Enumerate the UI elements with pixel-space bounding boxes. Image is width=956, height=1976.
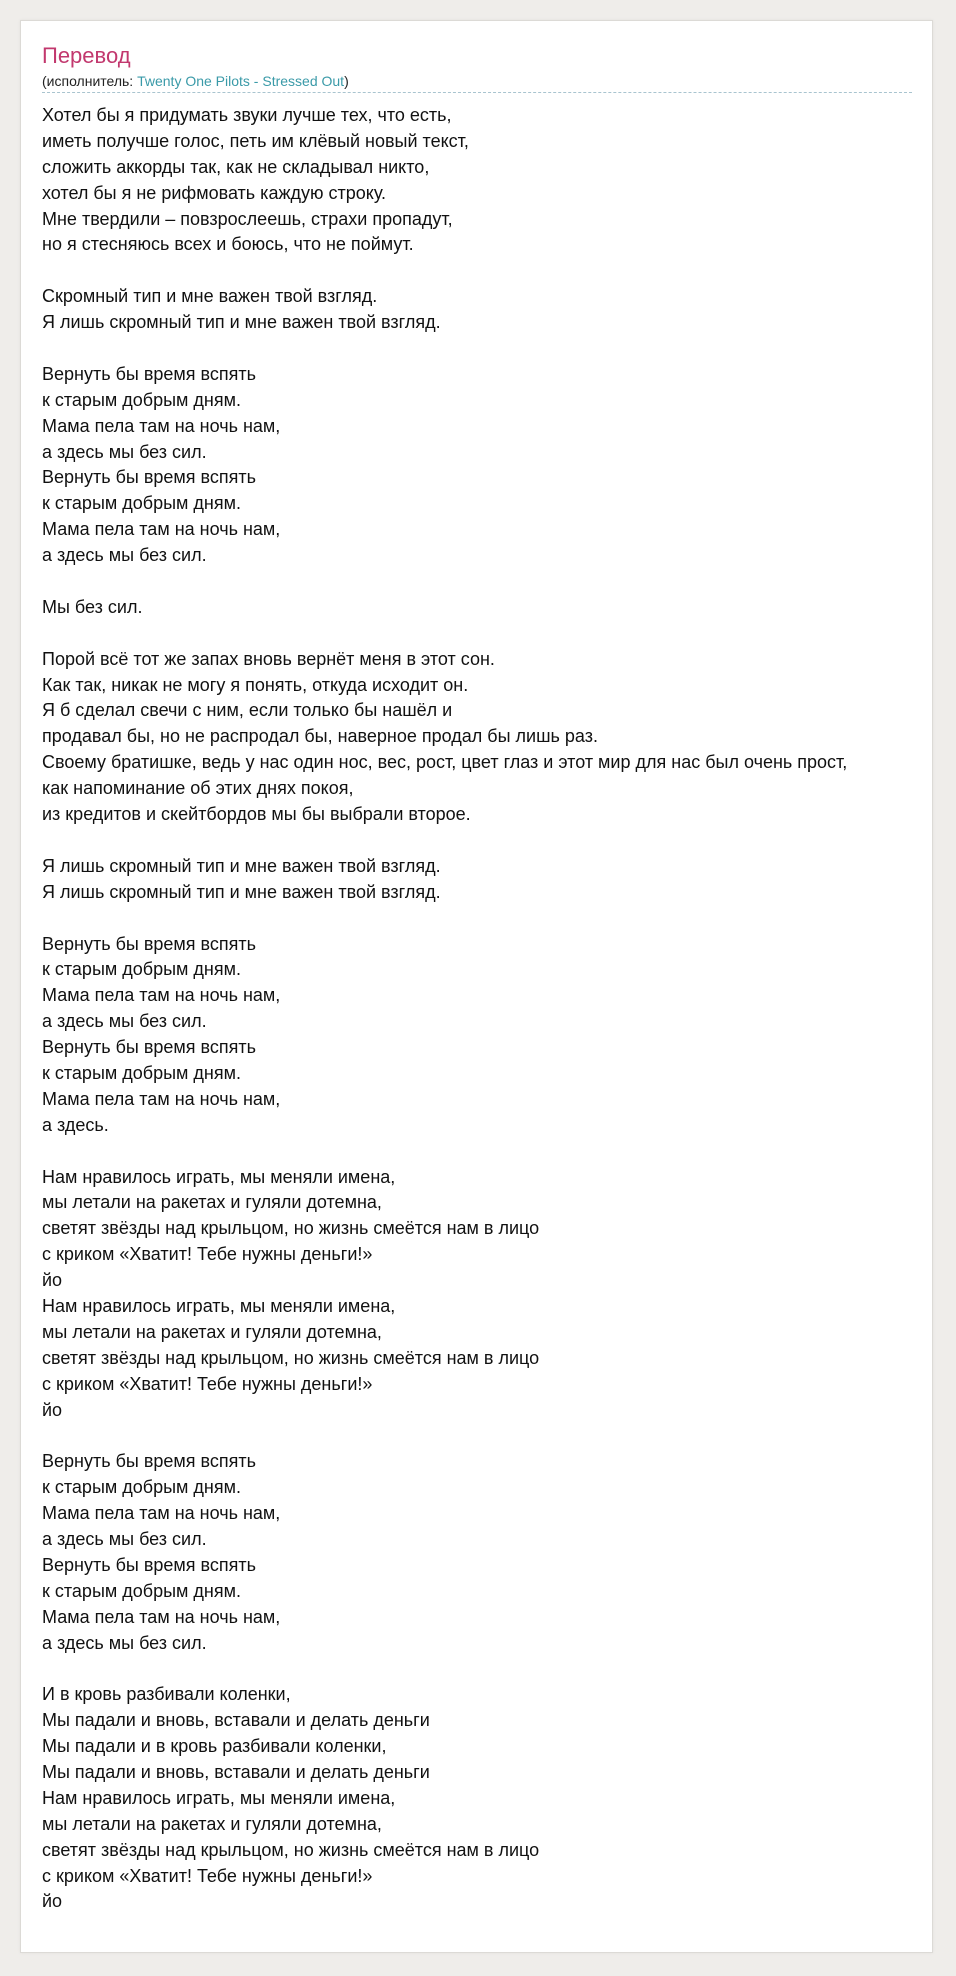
meta-prefix: (исполнитель:: [42, 73, 138, 89]
lyric-line: иметь получше голос, петь им клёвый новый текст,: [42, 130, 469, 151]
lyric-line: И в кровь разбивали коленки,: [42, 1684, 291, 1705]
lyric-line: Я лишь скромный тип и мне важен твой взгляд.: [42, 312, 441, 333]
lyric-line: Мама пела там на ночь нам,: [42, 519, 281, 540]
lyric-line: Хотел бы я придумать звуки лучше тех, что есть,: [42, 105, 452, 125]
stanza-gap: [42, 621, 956, 647]
lyric-line: йо: [42, 1891, 63, 1912]
stanza-gap: [42, 1139, 956, 1165]
lyric-line: Мы падали и в кровь разбивали коленки,: [42, 1736, 387, 1757]
lyric-line: Мама пела там на ночь нам,: [42, 1503, 281, 1524]
lyric-line: сложить аккорды так, как не складывал никто,: [42, 156, 430, 177]
lyric-line: Мы без сил.: [42, 596, 143, 617]
lyric-line: светят звёзды над крыльцом, но жизнь смеётся нам в лицо: [42, 1218, 540, 1239]
lyric-line: Мне твердили – повзрослеешь, страхи пропадут,: [42, 208, 453, 229]
lyric-line: Мама пела там на ночь нам,: [42, 1088, 281, 1109]
artist-song-link[interactable]: Twenty One Pilots - Stressed Out: [137, 73, 345, 89]
lyric-line: Вернуть бы время вспять: [42, 933, 257, 954]
lyric-line: как напоминание об этих днях покоя,: [42, 778, 354, 799]
lyric-line: мы летали на ракетах и гуляли дотемна,: [42, 1321, 382, 1342]
stanza-gap: [42, 828, 956, 854]
lyric-line: а здесь.: [42, 1114, 109, 1135]
lyric-line: продавал бы, но не распродал бы, наверное продал бы лишь раз.: [42, 726, 598, 747]
lyric-line: Вернуть бы время вспять: [42, 467, 257, 488]
lyric-line: Мама пела там на ночь нам,: [42, 1606, 281, 1627]
meta-suffix: ): [344, 73, 349, 89]
lyric-line: Вернуть бы время вспять: [42, 1451, 257, 1472]
stanza-gap: [42, 906, 956, 932]
stanza-gap: [42, 258, 956, 284]
lyric-line: Скромный тип и мне важен твой взгляд.: [42, 286, 378, 307]
lyric-line: а здесь мы без сил.: [42, 441, 207, 462]
lyric-line: а здесь мы без сил.: [42, 1632, 207, 1653]
lyric-line: а здесь мы без сил.: [42, 1528, 207, 1549]
lyric-line: Я лишь скромный тип и мне важен твой взгляд.: [42, 881, 441, 902]
lyric-line: мы летали на ракетах и гуляли дотемна,: [42, 1813, 382, 1834]
lyric-line: к старым добрым дням.: [42, 389, 241, 410]
lyric-line: Вернуть бы время вспять: [42, 1554, 257, 1575]
lyric-line: Мы падали и вновь, вставали и делать деньги: [42, 1762, 430, 1782]
lyric-line: из кредитов и скейтбордов мы бы выбрали второе.: [42, 804, 471, 825]
lyric-line: Своему братишке, ведь у нас один нос, вес, рост, цвет глаз и этот мир для нас был очень прост,: [42, 752, 848, 773]
lyric-line: к старым добрым дням.: [42, 1062, 241, 1083]
stanza-gap: [42, 1656, 956, 1682]
lyric-line: Я лишь скромный тип и мне важен твой взгляд.: [42, 855, 441, 876]
lyric-line: мы летали на ракетах и гуляли дотемна,: [42, 1192, 382, 1213]
lyrics-card: [20, 20, 933, 1953]
lyrics-body: [42, 103, 956, 1915]
stanza-gap: [42, 336, 956, 362]
artist-meta: [42, 73, 349, 89]
lyric-line: светят звёзды над крыльцом, но жизнь смеётся нам в лицо: [42, 1347, 540, 1368]
translation-header: [42, 43, 912, 93]
lyric-line: к старым добрым дням.: [42, 493, 241, 514]
lyric-line: Порой всё тот же запах вновь вернёт меня в этот сон.: [42, 648, 495, 669]
lyric-line: Мама пела там на ночь нам,: [42, 985, 281, 1006]
lyric-line: йо: [42, 1270, 63, 1291]
page-title: Перевод: [42, 43, 131, 68]
lyric-line: Нам нравилось играть, мы меняли имена,: [42, 1787, 396, 1808]
lyric-line: к старым добрым дням.: [42, 959, 241, 980]
lyric-line: к старым добрым дням.: [42, 1580, 241, 1601]
lyric-line: Я б сделал свечи с ним, если только бы нашёл и: [42, 700, 453, 721]
lyric-line: а здесь мы без сил.: [42, 545, 207, 566]
lyric-line: но я стесняюсь всех и боюсь, что не поймут.: [42, 234, 414, 255]
lyric-line: с криком «Хватит! Тебе нужны деньги!»: [42, 1244, 373, 1265]
lyric-line: с криком «Хватит! Тебе нужны деньги!»: [42, 1865, 373, 1886]
lyric-line: Мама пела там на ночь нам,: [42, 415, 281, 436]
lyric-line: Нам нравилось играть, мы меняли имена,: [42, 1166, 396, 1187]
lyric-line: к старым добрым дням.: [42, 1477, 241, 1498]
stanza-gap: [42, 1423, 956, 1449]
stanza-gap: [42, 569, 956, 595]
lyric-line: хотел бы я не рифмовать каждую строку.: [42, 182, 387, 203]
lyric-line: Нам нравилось играть, мы меняли имена,: [42, 1295, 396, 1316]
lyric-line: Вернуть бы время вспять: [42, 1037, 257, 1058]
lyric-line: йо: [42, 1399, 63, 1420]
lyric-line: светят звёзды над крыльцом, но жизнь смеётся нам в лицо: [42, 1839, 540, 1860]
lyric-line: с криком «Хватит! Тебе нужны деньги!»: [42, 1373, 373, 1394]
lyric-line: Как так, никак не могу я понять, откуда исходит он.: [42, 674, 469, 695]
lyric-line: Мы падали и вновь, вставали и делать деньги: [42, 1710, 430, 1731]
lyric-line: Вернуть бы время вспять: [42, 363, 257, 384]
lyric-line: а здесь мы без сил.: [42, 1011, 207, 1032]
